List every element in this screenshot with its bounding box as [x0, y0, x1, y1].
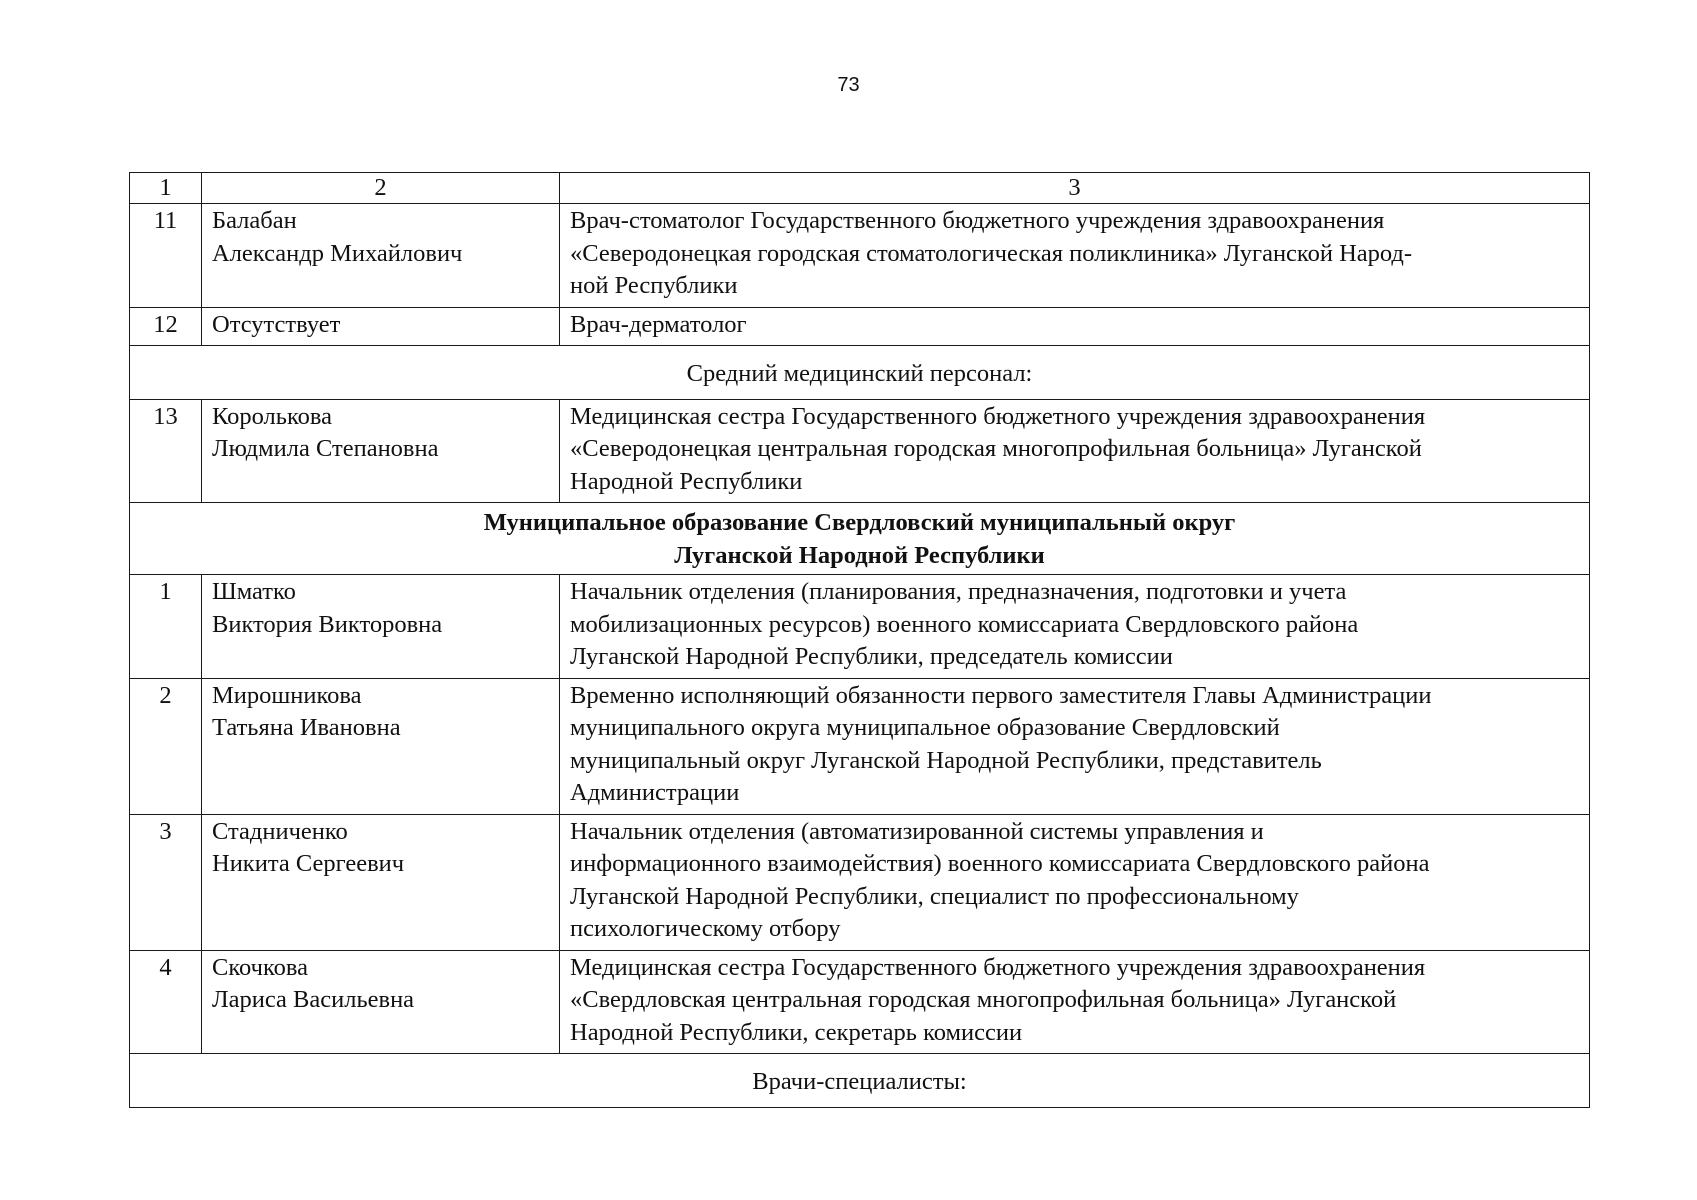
- position-line: «Северодонецкая центральная городская многопрофильная больница» Луганской: [570, 435, 1422, 462]
- position-cell: [560, 307, 1590, 346]
- column-number-header-row: [130, 173, 1590, 204]
- position-cell: [560, 575, 1590, 679]
- position-line: Луганской Народной Республики, специалист по профессиональному: [570, 882, 1299, 910]
- person-name-line: Скочкова: [212, 953, 308, 981]
- position-line: Луганской Народной Республики, председатель комиссии: [570, 643, 1173, 670]
- position-line: информационного взаимодействия) военного комиссариата Свердловского района: [570, 850, 1430, 877]
- column-number-1: 1: [130, 173, 202, 204]
- position-line: Медицинская сестра Государственного бюджетного учреждения здравоохранения: [570, 953, 1426, 981]
- person-name-cell: [202, 399, 560, 503]
- person-name-cell: [202, 678, 560, 814]
- person-name-line: Мирошникова: [212, 681, 362, 709]
- position-line: муниципального округа муниципальное образование Свердловский: [570, 714, 1280, 741]
- position-line: Начальник отделения (планирования, предназначения, подготовки и учета: [570, 578, 1347, 605]
- position-line: психологическому отбору: [570, 915, 841, 942]
- position-line: Начальник отделения (автоматизированной системы управления и: [570, 817, 1264, 845]
- section-heading: [130, 1054, 1590, 1108]
- table-row: [130, 307, 1590, 346]
- section-heading-row: [130, 346, 1590, 400]
- municipality-heading: [130, 503, 1590, 575]
- table-row: [130, 399, 1590, 503]
- position-line: Временно исполняющий обязанности первого заместителя Главы Администрации: [570, 681, 1432, 709]
- person-name-line: Виктория Викторовна: [212, 610, 443, 638]
- column-number-3: 3: [560, 173, 1590, 204]
- person-name-cell: [202, 814, 560, 950]
- row-number-cell: 1: [130, 575, 202, 679]
- person-name-cell: [202, 950, 560, 1054]
- table-row: [130, 204, 1590, 308]
- section-heading-row: [130, 1054, 1590, 1108]
- commission-roster-table: [129, 172, 1590, 1108]
- heading-line: Муниципальное образование Свердловский муниципальный округ: [483, 509, 1236, 536]
- position-cell: [560, 814, 1590, 950]
- person-name-line: Королькова: [212, 402, 332, 430]
- row-number-cell: 3: [130, 814, 202, 950]
- table-row: [130, 814, 1590, 950]
- position-cell: [560, 950, 1590, 1054]
- row-number-cell: 12: [130, 307, 202, 346]
- person-name-line: Людмила Степановна: [212, 435, 439, 462]
- table-row: [130, 950, 1590, 1054]
- position-line: Администрации: [570, 779, 740, 806]
- position-line: Народной Республики, секретарь комиссии: [570, 1018, 1023, 1046]
- position-line: мобилизационных ресурсов) военного комиссариата Свердловского района: [570, 610, 1359, 638]
- row-number-cell: 13: [130, 399, 202, 503]
- column-number-2: 2: [202, 173, 560, 204]
- person-name-line: Татьяна Ивановна: [212, 714, 401, 741]
- row-number-cell: 4: [130, 950, 202, 1054]
- roster-table-body: [130, 173, 1590, 1108]
- person-name-line: Никита Сергеевич: [212, 850, 405, 877]
- heading-line: Средний медицинский персонал:: [686, 360, 1033, 387]
- person-name-line: Отсутствует: [212, 310, 341, 338]
- position-line: ной Республики: [570, 272, 738, 299]
- position-line: «Свердловская центральная городская многопрофильная больница» Луганской: [570, 986, 1397, 1013]
- table-row: [130, 575, 1590, 679]
- page-number: 73: [837, 74, 860, 96]
- person-name-cell: [202, 575, 560, 679]
- table-row: [130, 678, 1590, 814]
- person-name-cell: [202, 307, 560, 346]
- person-name-line: Шматко: [212, 578, 296, 605]
- person-name-line: Александр Михайлович: [212, 239, 463, 267]
- person-name-cell: [202, 204, 560, 308]
- row-number-cell: 2: [130, 678, 202, 814]
- row-number-cell: 11: [130, 204, 202, 308]
- position-cell: [560, 204, 1590, 308]
- position-line: муниципальный округ Луганской Народной Республики, представитель: [570, 746, 1322, 774]
- municipality-heading-row: [130, 503, 1590, 575]
- position-line: Врач-дерматолог: [570, 310, 747, 338]
- position-line: Народной Республики: [570, 467, 803, 495]
- person-name-line: Стадниченко: [212, 817, 348, 845]
- heading-line: Врачи-специалисты:: [752, 1068, 967, 1095]
- person-name-line: Балабан: [212, 207, 297, 234]
- position-line: Медицинская сестра Государственного бюджетного учреждения здравоохранения: [570, 402, 1426, 430]
- section-heading: [130, 346, 1590, 400]
- heading-line: Луганской Народной Республики: [674, 541, 1045, 569]
- position-line: «Северодонецкая городская стоматологическая поликлиника» Луганской Народ-: [570, 239, 1413, 267]
- position-cell: [560, 399, 1590, 503]
- person-name-line: Лариса Васильевна: [212, 986, 415, 1013]
- position-line: Врач-стоматолог Государственного бюджетного учреждения здравоохранения: [570, 207, 1385, 234]
- position-cell: [560, 678, 1590, 814]
